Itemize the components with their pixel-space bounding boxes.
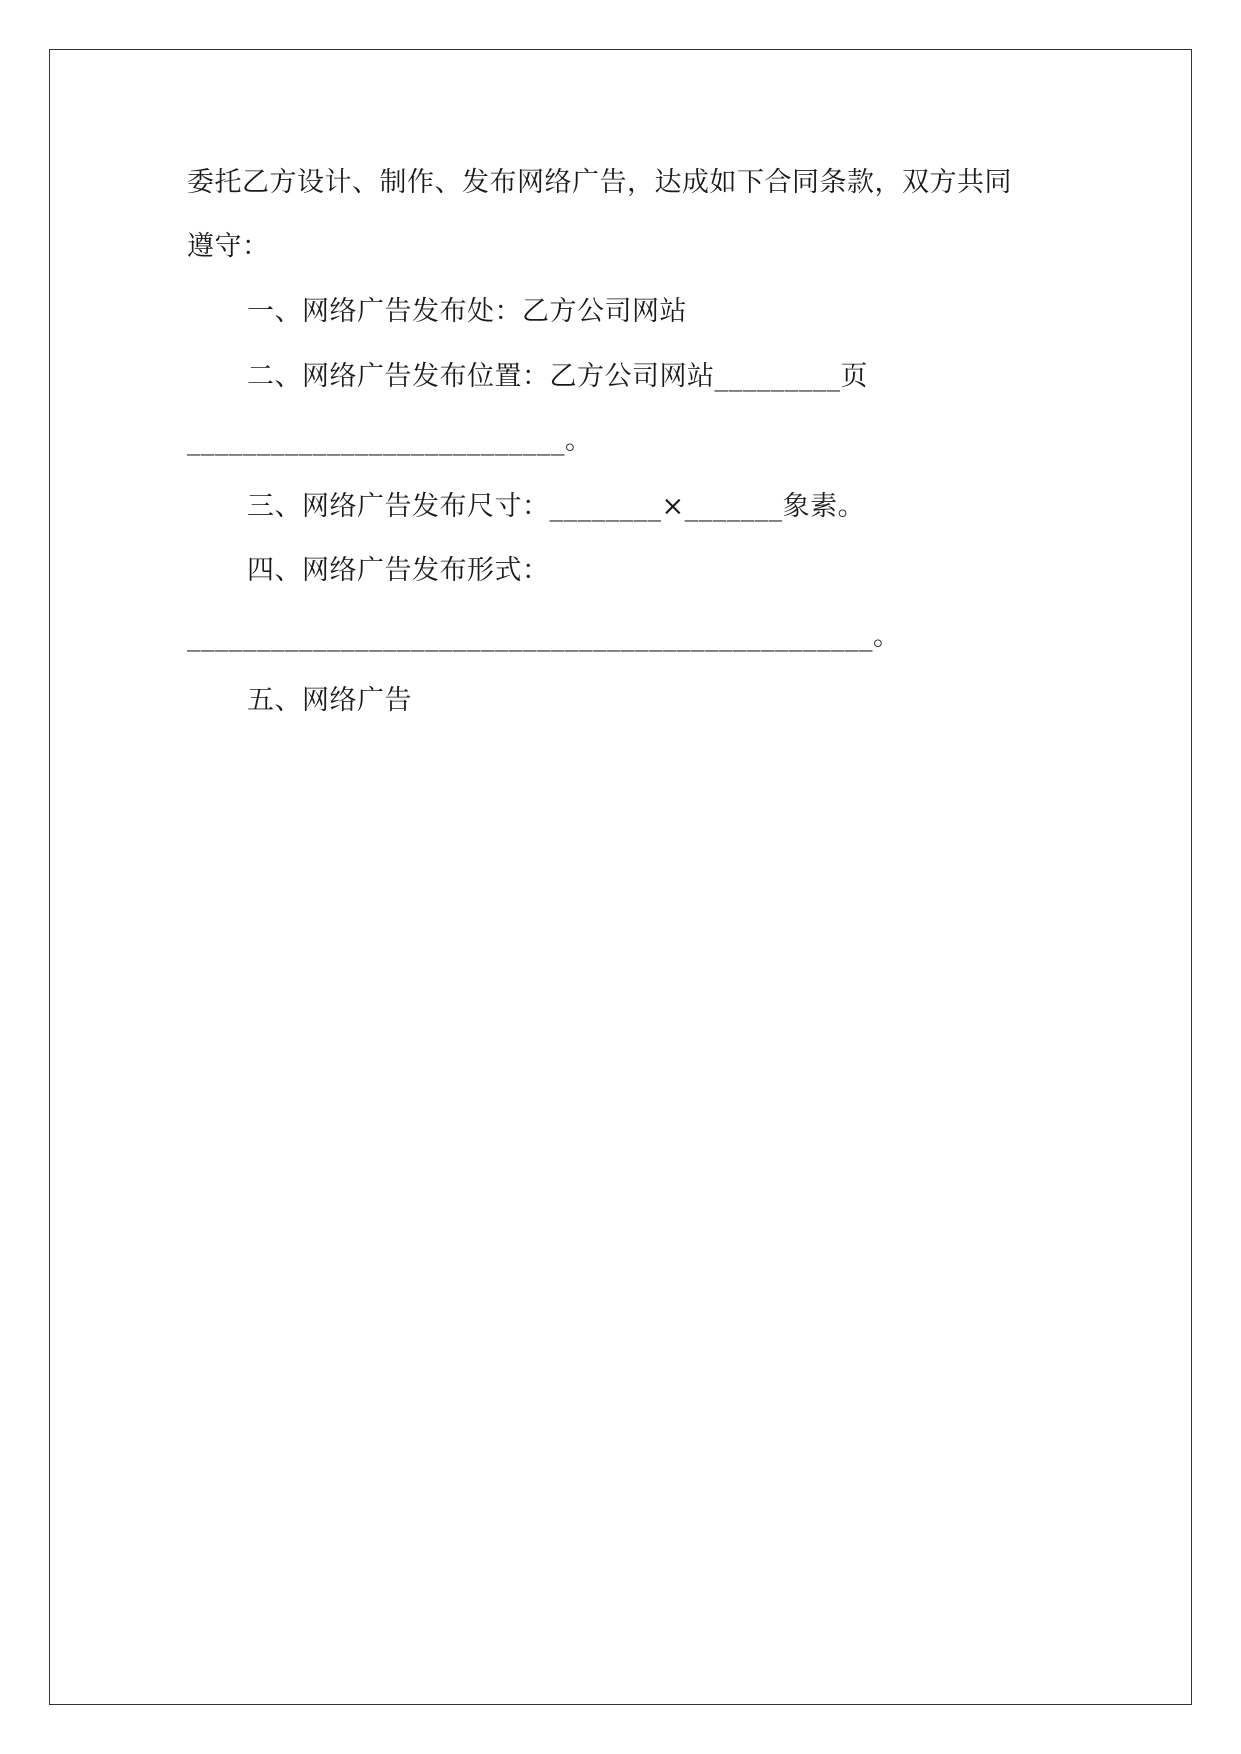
paragraph-intro-line-1: 委托乙方设计、制作、发布网络广告，达成如下合同条款，双方共同 [187, 167, 1012, 198]
clause-2-blank-line: ___________________________。 [187, 425, 593, 456]
paragraph-intro-line-2: 遵守： [187, 231, 270, 262]
clause-1-location: 一、网络广告发布处：乙方公司网站 [247, 296, 687, 327]
clause-4-form: 四、网络广告发布形式： [247, 555, 550, 586]
clause-2-position: 二、网络广告发布位置：乙方公司网站_________页 [247, 361, 868, 392]
clause-5-start: 五、网络广告 [247, 685, 412, 716]
clause-3-size: 三、网络广告发布尺寸：________×_______象素。 [247, 491, 866, 522]
clause-4-blank-line: _________________________________________________。 [187, 621, 901, 652]
